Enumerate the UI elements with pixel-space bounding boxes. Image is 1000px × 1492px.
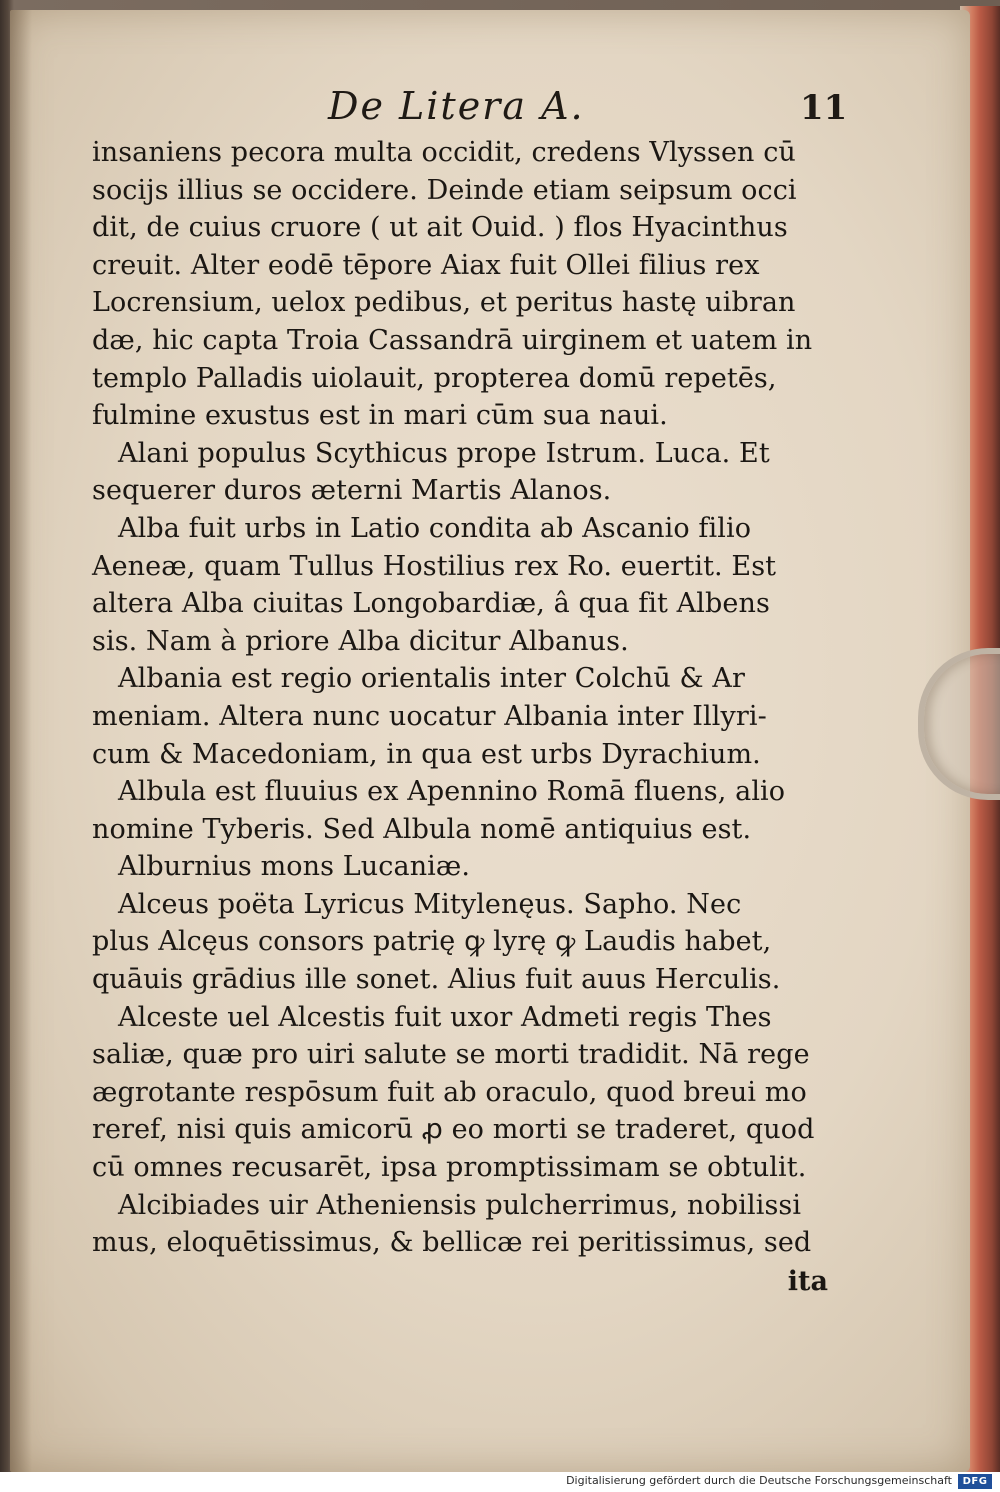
catchword: ita [787,1265,828,1297]
text-line: Alba fuit urbs in Latio condita ab Ascanio filio [118,512,752,544]
funding-credit: Digitalisierung gefördert durch die Deutsche Forschungsgemeinschaft [566,1474,952,1487]
text-line: cū omnes recusarēt, ipsa promptissimam se obtulit. [92,1152,807,1184]
text-line: ægrotante respōsum fuit ab oraculo, quod breui mo [92,1076,807,1108]
page-header [92,84,852,134]
text-line: Alburnius mons Lucaniæ. [118,851,471,883]
running-head: De Litera A. [328,84,585,128]
page-number: 11 [800,88,848,128]
text-line: altera Alba ciuitas Longobardiæ, â qua fit Albens [92,588,770,620]
digitization-footer [0,1472,1000,1492]
text-line: fulmine exustus est in mari cūm sua naui. [92,400,668,432]
text-line: insaniens pecora multa occidit, credens Vlyssen cū [92,137,796,168]
text-line: cum & Macedoniam, in qua est urbs Dyrachium. [92,738,761,770]
text-line: saliæ, quæ pro uiri salute se morti tradidit. Nā rege [92,1039,810,1071]
text-line: Albania est regio orientalis inter Colchū & Ar [118,663,745,695]
text-line: Alani populus Scythicus prope Istrum. Luca. Et [118,437,770,469]
text-line: dæ, hic capta Troia Cassandrā uirginem et uatem in [92,324,813,356]
text-line: mus, eloquētissimus, & bellicæ rei peritissimus, sed [92,1227,812,1259]
text-line: Aeneæ, quam Tullus Hostilius rex Ro. euertit. Est [92,550,777,582]
text-line: templo Palladis uiolauit, propterea domū repetēs, [92,362,777,394]
text-line: Alceste uel Alcestis fuit uxor Admeti regis Thes [118,1001,772,1033]
text-line: socijs illius se occidere. Deinde etiam seipsum occi [92,174,797,206]
text-line: sis. Nam à priore Alba dicitur Albanus. [92,625,629,657]
text-line: dit, de cuius cruore ( ut ait Ouid. ) flos Hyacinthus [92,212,788,244]
text-line: Alcibiades uir Atheniensis pulcherrimus, nobilissi [118,1189,802,1221]
text-line: meniam. Altera nunc uocatur Albania inter Illyri- [92,700,767,732]
text-line: Alceus poëta Lyricus Mitylenęus. Sapho. Nec [118,888,742,920]
text-line: creuit. Alter eodē tēpore Aiax fuit Ollei filius rex [92,249,760,281]
text-line: sequerer duros æterni Martis Alanos. [92,475,612,507]
text-line: quāuis grādius ille sonet. Alius fuit auus Herculis. [92,964,781,996]
dfg-logo: DFG [958,1474,992,1489]
text-line: Albula est fluuius ex Apennino Romā fluens, alio [118,776,786,808]
text-line: nomine Tyberis. Sed Albula nomē antiquius est. [92,813,752,845]
text-lines [92,134,852,1262]
page-gutter-shadow [10,10,32,1472]
text-line: plus Alcęus consors patrię ꝙ lyrę ꝙ Laudis habet, [92,926,772,958]
text-line: Locrensium, uelox pedibus, et peritus hastę uibran [92,287,796,319]
page-text-block [92,84,852,1302]
text-line: reref, nisi quis amicorū ꝓ eo morti se traderet, quod [92,1114,815,1146]
